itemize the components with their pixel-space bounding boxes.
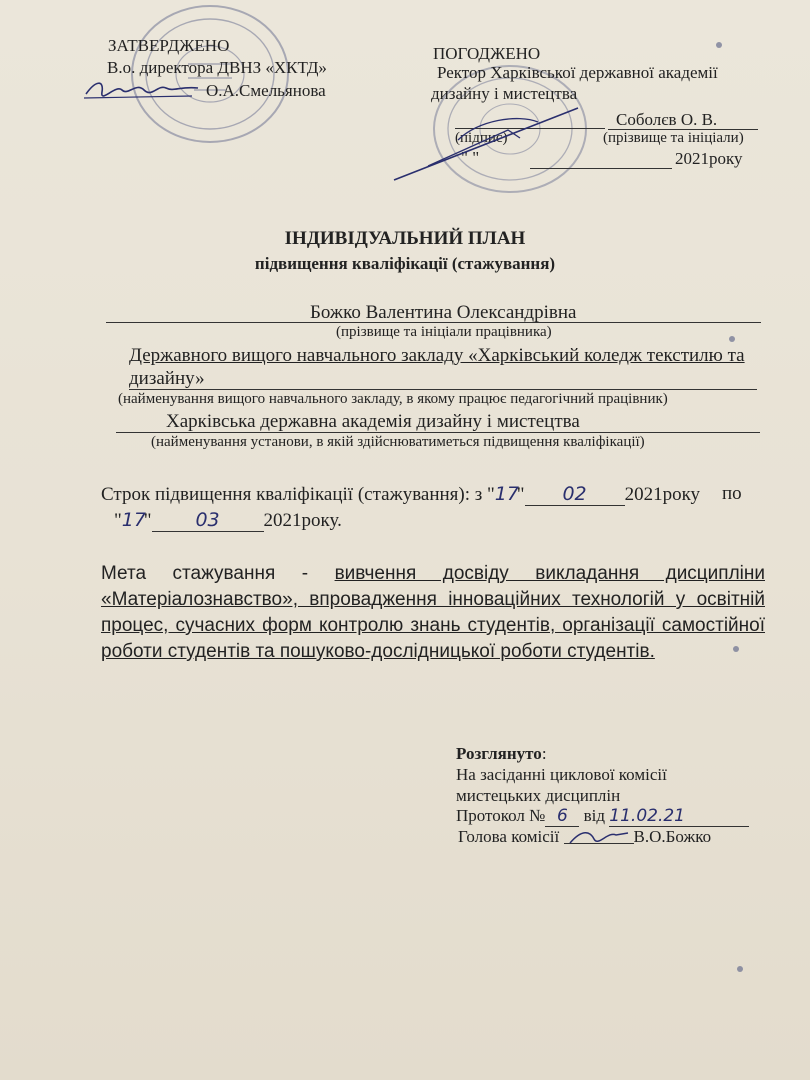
host-name: Харківська державна академія дизайну і мистецтва (166, 411, 580, 432)
head-signature-line (564, 843, 634, 844)
protocol-date: 11.02.21 (609, 806, 749, 827)
agreed-name: Соболєв О. В. (616, 110, 718, 129)
goal-paragraph (101, 561, 765, 665)
period-to-year: 2021року. (263, 510, 342, 531)
reviewed-colon: : (541, 744, 547, 763)
approved-signature (82, 76, 202, 102)
reviewed-title-line (456, 744, 547, 764)
period-line2 (114, 509, 342, 532)
plan-title: ІНДИВІДУАЛЬНИЙ ПЛАН (284, 228, 526, 249)
protocol-number: 6 (545, 806, 579, 827)
period-prefix: Строк підвищення кваліфікації (стажування): з " (101, 484, 495, 505)
host-caption: (найменування установи, в якій здійснюватиметься підвищення кваліфікації) (151, 434, 645, 450)
institution-line2: дизайну» (129, 368, 205, 389)
period-to-month: 03 (152, 509, 264, 532)
agreed-date-quotes: " " (461, 148, 480, 167)
approved-name: О.А.Смельянова (206, 81, 326, 100)
period-to-close: " (143, 510, 152, 531)
period-to-day: 17 (121, 509, 146, 531)
protocol-label: Протокол № (456, 806, 546, 825)
goal-label: Мета стажування - (101, 563, 309, 584)
head-label: Голова комісії (458, 827, 560, 846)
employee-name: Божко Валентина Олександрівна (310, 302, 577, 323)
reviewed-title: Розглянуто (456, 744, 542, 763)
speck (729, 336, 735, 342)
employee-caption: (прізвище та ініціали працівника) (336, 324, 552, 340)
head-signature (564, 827, 634, 847)
agreed-position-line1: Ректор Харківської державної академії (437, 63, 718, 82)
approved-title: ЗАТВЕРДЖЕНО (108, 36, 230, 55)
sign-caption: (підпис) (455, 130, 508, 146)
period-from-day: 17 (494, 483, 519, 505)
period-from-year: 2021року (624, 484, 701, 505)
employee-underline (106, 322, 761, 323)
speck (737, 966, 743, 972)
agreed-title: ПОГОДЖЕНО (433, 44, 541, 63)
reviewed-line2: мистецьких дисциплін (456, 786, 621, 805)
protocol-line (456, 806, 749, 827)
head-name: В.О.Божко (633, 827, 712, 846)
agreed-signature (388, 100, 588, 186)
approved-position: В.о. директора ДВНЗ «ХКТД» (107, 58, 327, 77)
agreed-position-line2: дизайну і мистецтва (431, 84, 578, 103)
speck (716, 42, 722, 48)
institution-underline (129, 389, 757, 390)
plan-subtitle: підвищення кваліфікації (стажування) (254, 254, 556, 273)
protocol-from-label: від (583, 806, 606, 825)
period-from-month: 02 (525, 483, 625, 506)
period-to-open: " (114, 510, 122, 531)
period-quote-close: " (516, 484, 525, 505)
period-line1 (101, 483, 700, 506)
reviewed-line1: На засіданні циклової комісії (456, 765, 667, 784)
head-line (458, 827, 711, 847)
institution-caption: (найменування вищого навчального закладу, в якому працює педагогічний працівник) (118, 391, 668, 407)
period-to-word: по (722, 483, 742, 504)
institution-line1: Державного вищого навчального закладу «Харківський коледж текстилю та (129, 345, 745, 366)
agreed-date-year: 2021року (675, 149, 743, 168)
name-caption: (прізвище та ініціали) (603, 130, 744, 146)
host-underline (116, 432, 760, 433)
speck (733, 646, 739, 652)
goal-text: вивчення досвіду викладання дисципліни «Матеріалознавство», впровадження інноваційних технологій у освітній процес, сучасних форм контролю знань студентів, організації самостійної роботи студентів та пошуково-дослідницької роботи студентів. (101, 563, 765, 662)
